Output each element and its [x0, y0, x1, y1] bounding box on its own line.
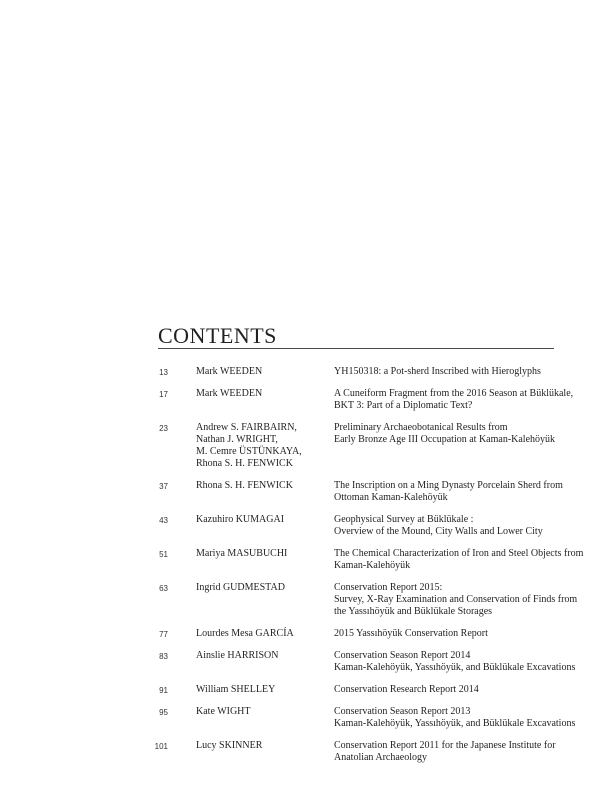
page-number: 77	[159, 630, 168, 639]
author-list	[196, 388, 326, 400]
author-list	[196, 422, 326, 470]
author-list	[196, 706, 326, 718]
page-number: 91	[159, 686, 168, 695]
title-line: Overview of the Mound, City Walls and Lower City	[334, 526, 543, 537]
title-line: Ottoman Kaman-Kalehöyük	[334, 492, 448, 503]
toc-entry	[150, 366, 570, 378]
toc-entry	[150, 422, 570, 470]
page-number: 101	[154, 742, 168, 751]
table-of-contents	[150, 366, 584, 774]
toc-entry	[150, 650, 576, 674]
article-title	[334, 388, 574, 412]
author-name: Lourdes Mesa GARCÍA	[196, 628, 294, 639]
author-name: Rhona S. H. FENWICK	[196, 480, 293, 491]
title-line: Conservation Season Report 2013	[334, 706, 471, 717]
author-name: Kate WIGHT	[196, 706, 251, 717]
author-name: M. Cemre ÜSTÜNKAYA,	[196, 446, 302, 457]
page-number: 23	[159, 424, 168, 433]
author-list	[196, 684, 326, 696]
title-line: Kaman-Kalehöyük	[334, 560, 411, 571]
article-title	[334, 650, 576, 674]
title-line: Kaman-Kalehöyük, Yassıhöyük, and Büklükale Excavations	[334, 662, 576, 673]
article-title	[334, 706, 576, 730]
page-number: 63	[159, 584, 168, 593]
title-line: 2015 Yassıhöyük Conservation Report	[334, 628, 488, 639]
author-name: Ainslie HARRISON	[196, 650, 279, 661]
author-list	[196, 582, 326, 594]
toc-entry	[150, 684, 570, 696]
author-name: Rhona S. H. FENWICK	[196, 458, 293, 469]
toc-entry	[150, 582, 578, 618]
page-title: CONTENTS	[158, 323, 277, 348]
toc-entry	[150, 480, 570, 504]
toc-entry	[150, 628, 570, 640]
author-list	[196, 628, 326, 640]
author-list	[196, 514, 326, 526]
toc-entry	[150, 706, 576, 730]
author-name: Ingrid GUDMESTAD	[196, 582, 285, 593]
author-name: Mariya MASUBUCHI	[196, 548, 288, 559]
toc-entry	[150, 388, 574, 412]
title-line: Kaman-Kalehöyük, Yassıhöyük, and Büklükale Excavations	[334, 718, 576, 729]
toc-entry	[150, 514, 570, 538]
author-name: Nathan J. WRIGHT,	[196, 434, 278, 445]
article-title	[334, 366, 570, 378]
article-title	[334, 684, 570, 696]
article-title	[334, 628, 570, 640]
title-line: The Chemical Characterization of Iron and Steel Objects from	[334, 548, 584, 559]
title-line: The Inscription on a Ming Dynasty Porcelain Sherd from	[334, 480, 563, 491]
author-name: William SHELLEY	[196, 684, 276, 695]
author-list	[196, 366, 326, 378]
page-number: 83	[159, 652, 168, 661]
article-title	[334, 582, 578, 618]
article-title	[334, 548, 584, 572]
title-line: Preliminary Archaeobotanical Results from	[334, 422, 508, 433]
page-number: 51	[159, 550, 168, 559]
article-title	[334, 480, 570, 504]
title-line: Early Bronze Age III Occupation at Kaman-Kalehöyük	[334, 434, 556, 445]
title-line: A Cuneiform Fragment from the 2016 Season at Büklükale,	[334, 388, 574, 399]
page-number: 37	[159, 482, 168, 491]
title-line: Geophysical Survey at Büklükale :	[334, 514, 474, 525]
author-name: Lucy SKINNER	[196, 740, 263, 751]
author-name: Mark WEEDEN	[196, 388, 263, 399]
author-list	[196, 548, 326, 560]
author-list	[196, 650, 326, 662]
page-number: 13	[159, 368, 168, 377]
author-name: Andrew S. FAIRBAIRN,	[196, 422, 297, 433]
toc-entry	[150, 548, 584, 572]
article-title	[334, 422, 570, 446]
title-line: the Yassıhöyük and Büklükale Storages	[334, 606, 493, 617]
title-line: Conservation Report 2015:	[334, 582, 443, 593]
page-number: 17	[159, 390, 168, 399]
page-number: 43	[159, 516, 168, 525]
page-number: 95	[159, 708, 168, 717]
article-title	[334, 740, 570, 764]
title-line: YH150318: a Pot-sherd Inscribed with Hieroglyphs	[334, 366, 541, 377]
title-line: BKT 3: Part of a Diplomatic Text?	[334, 400, 473, 411]
author-name: Mark WEEDEN	[196, 366, 263, 377]
title-line: Anatolian Archaeology	[334, 752, 428, 763]
author-list	[196, 740, 326, 752]
title-line: Conservation Report 2011 for the Japanese Institute for	[334, 740, 556, 751]
heading-divider	[158, 348, 554, 349]
title-line: Conservation Season Report 2014	[334, 650, 471, 661]
author-name: Kazuhiro KUMAGAI	[196, 514, 285, 525]
toc-entry	[150, 740, 570, 764]
title-line: Conservation Research Report 2014	[334, 684, 479, 695]
author-list	[196, 480, 326, 492]
article-title	[334, 514, 570, 538]
title-line: Survey, X-Ray Examination and Conservation of Finds from	[334, 594, 578, 605]
